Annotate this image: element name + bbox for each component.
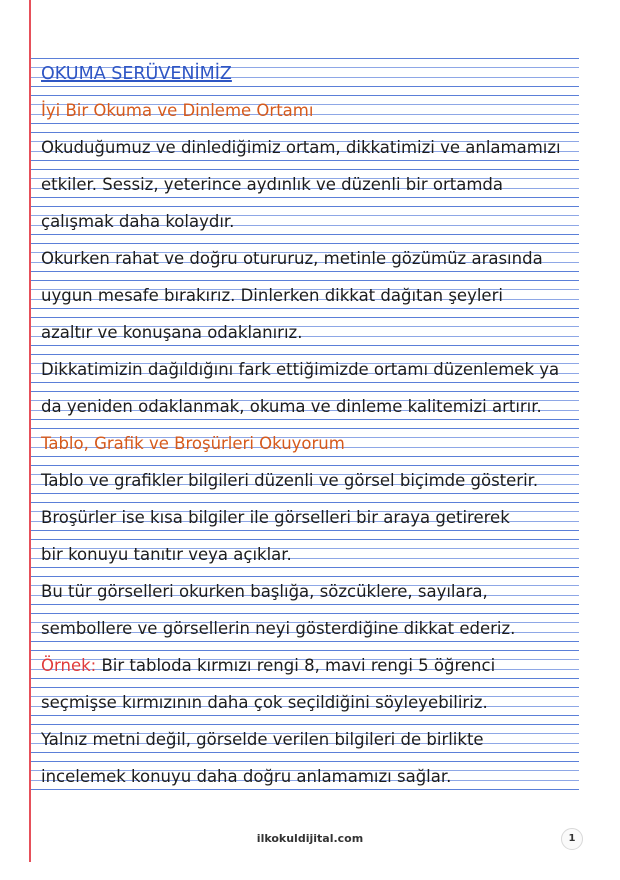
ruled-row [31, 206, 579, 243]
body-text-line: etkiler. Sessiz, yeterince aydınlık ve düzenli bir ortamda [41, 175, 503, 194]
body-text-line: incelemek konuyu daha doğru anlamamızı sağlar. [41, 767, 452, 786]
page-title: OKUMA SERÜVENİMİZ [41, 64, 232, 84]
ruled-guide-line [31, 428, 579, 429]
body-text-line: Bu tür görselleri okurken başlığa, sözcüklere, sayılara, [41, 582, 488, 601]
ruled-row [31, 354, 579, 391]
ruled-row [31, 317, 579, 354]
ruled-row [31, 243, 579, 280]
ruled-row [31, 280, 579, 317]
ruled-row [31, 391, 579, 428]
ruled-row [31, 502, 579, 539]
ruled-row [31, 650, 579, 687]
body-text-line: da yeniden odaklanmak, okuma ve dinleme kalitemizi artırır. [41, 397, 542, 416]
ruled-row [31, 169, 579, 206]
ruled-guide-line [31, 761, 579, 762]
section-heading: İyi Bir Okuma ve Dinleme Ortamı [41, 101, 314, 120]
ruled-row [31, 724, 579, 761]
section-heading: Tablo, Grafik ve Broşürleri Okuyorum [41, 434, 345, 453]
body-text-line: çalışmak daha kolaydır. [41, 212, 235, 231]
ruled-guide-line [31, 724, 579, 725]
example-text: Bir tabloda kırmızı rengi 8, mavi rengi 5 öğrenci [96, 656, 496, 675]
ruled-guide-line [31, 391, 579, 392]
example-label: Örnek: [41, 656, 97, 675]
body-text-line: Tablo ve grafikler bilgileri düzenli ve görsel biçimde gösterir. [41, 471, 539, 490]
ruled-row [31, 761, 579, 798]
body-text-line: seçmişse kırmızının daha çok seçildiğini söyleyebiliriz. [41, 693, 488, 712]
body-text-line: Okurken rahat ve doğru otururuz, metinle gözümüz arasında [41, 249, 543, 268]
body-text-line: Yalnız metni değil, görselde verilen bilgileri de birlikte [41, 730, 484, 749]
body-text-line: Dikkatimizin dağıldığını fark ettiğimizde ortamı düzenlemek ya [41, 360, 560, 379]
ruled-guide-line [31, 687, 579, 688]
ruled-guide-line [31, 95, 579, 96]
ruled-guide-line [31, 539, 579, 540]
body-text-line: bir konuyu tanıtır veya açıklar. [41, 545, 292, 564]
page-number-badge: 1 [561, 828, 583, 850]
ruled-guide-line [31, 465, 579, 466]
body-text-line: Broşürler ise kısa bilgiler ile görselleri bir araya getirerek [41, 508, 510, 527]
ruled-row [31, 465, 579, 502]
body-text-line: Okuduğumuz ve dinlediğimiz ortam, dikkatimizi ve anlamamızı [41, 138, 561, 157]
ruled-guide-line [31, 354, 579, 355]
ruled-row [31, 613, 579, 650]
ruled-guide-line [31, 280, 579, 281]
ruled-guide-line [31, 576, 579, 577]
ruled-row [31, 428, 579, 465]
ruled-guide-line [31, 206, 579, 207]
body-text-line: azaltır ve konuşana odaklanırız. [41, 323, 303, 342]
ruled-guide-line [31, 169, 579, 170]
body-text-line: uygun mesafe bırakırız. Dinlerken dikkat dağıtan şeyleri [41, 286, 503, 305]
body-text-line: sembollere ve görsellerin neyi gösterdiğine dikkat ederiz. [41, 619, 516, 638]
footer-site: ilkokuldijital.com [256, 832, 364, 845]
ruled-guide-line [31, 613, 579, 614]
ruled-row [31, 132, 579, 169]
ruled-guide-line [31, 132, 579, 133]
ruled-guide-line [31, 650, 579, 651]
ruled-row [31, 539, 579, 576]
ruled-guide-line [31, 502, 579, 503]
ruled-guide-line [31, 58, 579, 59]
ruled-guide-line [31, 243, 579, 244]
ruled-guide-line [31, 317, 579, 318]
ruled-row [31, 687, 579, 724]
ruled-row [31, 576, 579, 613]
ruled-row [31, 95, 579, 132]
ruled-row [31, 58, 579, 95]
example-line [41, 653, 495, 679]
